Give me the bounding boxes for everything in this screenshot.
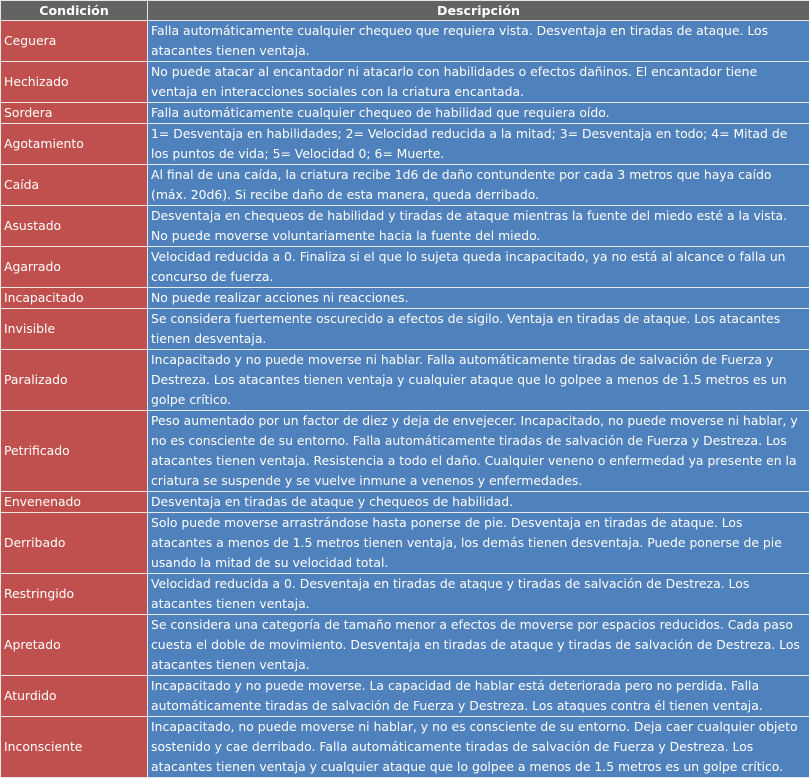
- description-cell: Incapacitado, no puede moverse ni hablar, y no es consciente de su entorno. Deja caer cualquier objeto sostenido y cae derribado. Falla automáticamente tiradas de salvación de Fuerza y Destreza. Los atacantes tienen ventaja y cualquier ataque que lo golpee a menos de 1.5 metros es un golpe crítico.: [148, 717, 809, 778]
- condition-cell: Aturdido: [1, 676, 148, 717]
- description-cell: Solo puede moverse arrastrándose hasta ponerse de pie. Desventaja en tiradas de ataque. Los atacantes a menos de 1.5 metros tienen ventaja, los demás tienen desventaja. Puede ponerse de pie usando la mitad de su velocidad total.: [148, 513, 809, 574]
- condition-cell: Agarrado: [1, 247, 148, 288]
- description-cell: Velocidad reducida a 0. Desventaja en tiradas de ataque y tiradas de salvación de Destreza. Los atacantes tienen ventaja.: [148, 574, 809, 615]
- table-row: [1, 21, 809, 62]
- table-row: [1, 513, 809, 574]
- table-row: [1, 411, 809, 492]
- condition-cell: Petrificado: [1, 411, 148, 492]
- condition-cell: Sordera: [1, 103, 148, 124]
- table-row: [1, 717, 809, 778]
- condition-cell: Envenenado: [1, 492, 148, 513]
- table-row: [1, 288, 809, 309]
- description-cell: 1= Desventaja en habilidades; 2= Velocidad reducida a la mitad; 3= Desventaja en todo; 4= Mitad de los puntos de vida; 5= Velocidad 0; 6= Muerte.: [148, 124, 809, 165]
- condition-cell: Asustado: [1, 206, 148, 247]
- description-cell: Se considera una categoría de tamaño menor a efectos de moverse por espacios reducidos. Cada paso cuesta el doble de movimiento. Desventaja en tiradas de ataque y tiradas de salvación de Destreza. Los atacantes tienen ventaja.: [148, 615, 809, 676]
- table-row: [1, 676, 809, 717]
- table-row: [1, 103, 809, 124]
- table-row: [1, 62, 809, 103]
- table-row: [1, 309, 809, 350]
- table-row: [1, 350, 809, 411]
- condition-cell: Apretado: [1, 615, 148, 676]
- condition-cell: Restringido: [1, 574, 148, 615]
- condition-cell: Ceguera: [1, 21, 148, 62]
- table-row: [1, 124, 809, 165]
- description-cell: No puede atacar al encantador ni atacarlo con habilidades o efectos dañinos. El encantador tiene ventaja en interacciones sociales con la criatura encantada.: [148, 62, 809, 103]
- condition-cell: Incapacitado: [1, 288, 148, 309]
- description-cell: Incapacitado y no puede moverse ni hablar. Falla automáticamente tiradas de salvación de Fuerza y Destreza. Los atacantes tienen ventaja y cualquier ataque que lo golpee a menos de 1.5 metros es un golpe crítico.: [148, 350, 809, 411]
- description-cell: Se considera fuertemente oscurecido a efectos de sigilo. Ventaja en tiradas de ataque. Los atacantes tienen desventaja.: [148, 309, 809, 350]
- description-cell: No puede realizar acciones ni reacciones.: [148, 288, 809, 309]
- table-row: [1, 615, 809, 676]
- header-row: [1, 1, 809, 21]
- description-cell: Al final de una caída, la criatura recibe 1d6 de daño contundente por cada 3 metros que haya caído (máx. 20d6). Si recibe daño de esta manera, queda derribado.: [148, 165, 809, 206]
- table-row: [1, 247, 809, 288]
- description-cell: Desventaja en chequeos de habilidad y tiradas de ataque mientras la fuente del miedo esté a la vista. No puede moverse voluntariamente hacia la fuente del miedo.: [148, 206, 809, 247]
- description-cell: Velocidad reducida a 0. Finaliza si el que lo sujeta queda incapacitado, ya no está al alcance o falla un concurso de fuerza.: [148, 247, 809, 288]
- description-cell: Falla automáticamente cualquier chequeo de habilidad que requiera oído.: [148, 103, 809, 124]
- condition-cell: Agotamiento: [1, 124, 148, 165]
- table-row: [1, 165, 809, 206]
- table-body: [1, 21, 809, 778]
- table-row: [1, 206, 809, 247]
- condition-cell: Hechizado: [1, 62, 148, 103]
- condition-cell: Caída: [1, 165, 148, 206]
- description-cell: Incapacitado y no puede moverse. La capacidad de hablar está deteriorada pero no perdida. Falla automáticamente tiradas de salvación de Fuerza y Destreza. Los ataques contra él tienen ventaja.: [148, 676, 809, 717]
- table-row: [1, 492, 809, 513]
- header-description: Descripción: [148, 1, 809, 21]
- condition-cell: Invisible: [1, 309, 148, 350]
- description-cell: Falla automáticamente cualquier chequeo que requiera vista. Desventaja en tiradas de ataque. Los atacantes tienen ventaja.: [148, 21, 809, 62]
- table-row: [1, 574, 809, 615]
- description-cell: Peso aumentado por un factor de diez y deja de envejecer. Incapacitado, no puede moverse ni hablar, y no es consciente de su entorno. Falla automáticamente tiradas de salvación de Fuerza y Destreza. Los atacantes tienen ventaja. Resistencia a todo el daño. Cualquier veneno o enfermedad ya presente en la criatura se suspende y se vuelve inmune a venenos y enfermedades.: [148, 411, 809, 492]
- condition-cell: Inconsciente: [1, 717, 148, 778]
- condition-cell: Paralizado: [1, 350, 148, 411]
- header-condition: Condición: [1, 1, 148, 21]
- condition-cell: Derribado: [1, 513, 148, 574]
- description-cell: Desventaja en tiradas de ataque y chequeos de habilidad.: [148, 492, 809, 513]
